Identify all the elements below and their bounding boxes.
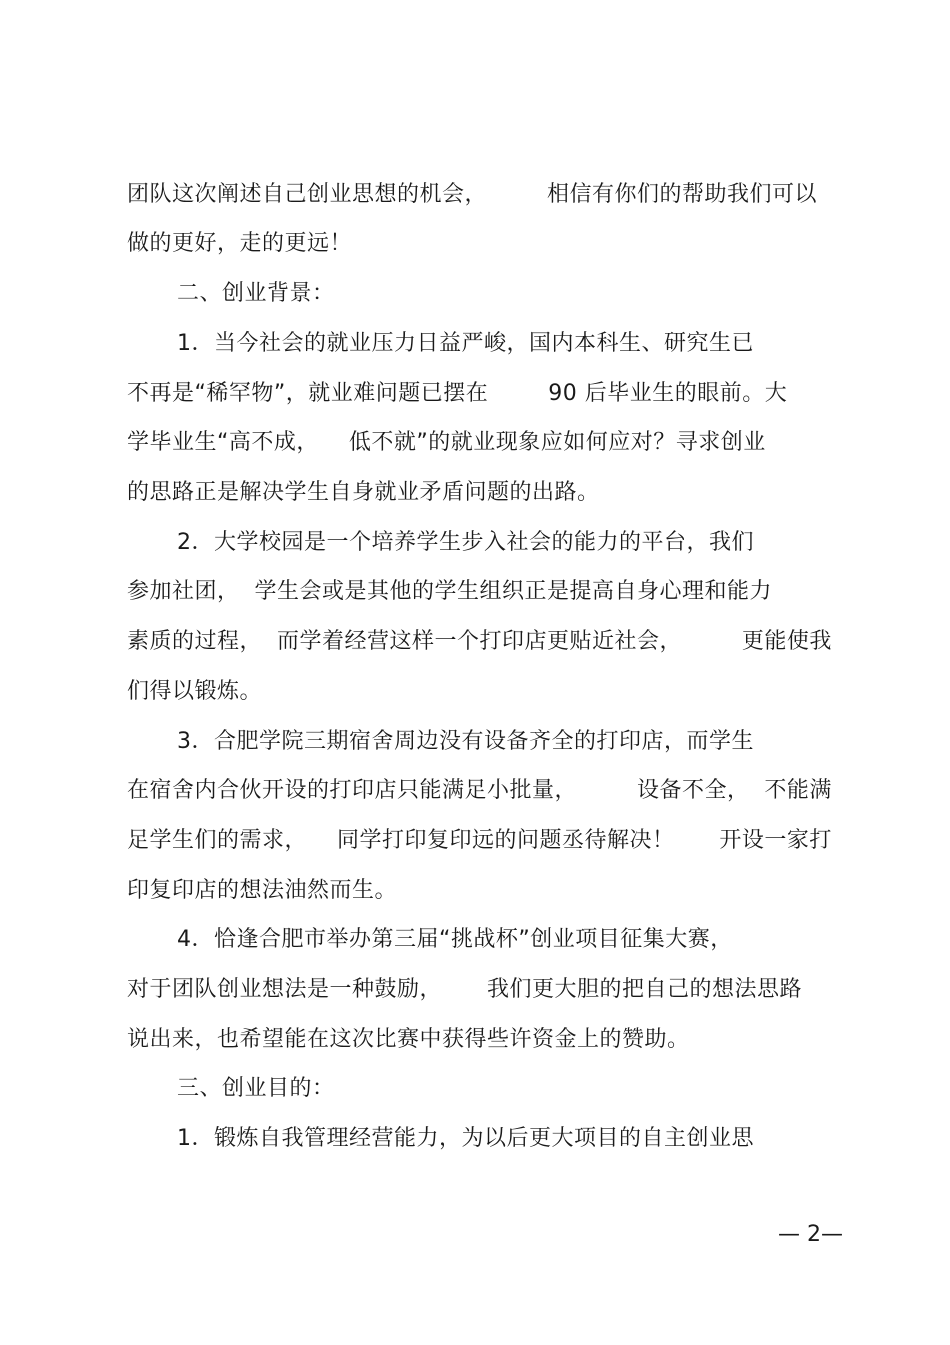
list-item-1-start: 1．锻炼自我管理经营能力，为以后更大项目的自主创业思: [177, 1126, 754, 1151]
body-text-line: 学毕业生“高不成， 低不就”的就业现象应如何应对？寻求创业: [127, 430, 766, 455]
body-text-line: 在宿舍内合伙开设的打印店只能满足小批量， 设备不全， 不能满: [127, 778, 832, 803]
list-item-4-start: 4．恰逢合肥市举办第三届“挑战杯”创业项目征集大赛，: [177, 927, 733, 952]
list-item-2-start: 2．大学校园是一个培养学生步入社会的能力的平台，我们: [177, 530, 754, 555]
body-text-line: 团队这次阐述自己创业思想的机会， 相信有你们的帮助我们可以: [127, 182, 817, 207]
section-heading: 三、创业目的：: [177, 1076, 335, 1101]
body-text-line: 对于团队创业想法是一种鼓励， 我们更大胆的把自己的想法思路: [127, 977, 802, 1002]
body-text-line: 说出来，也希望能在这次比赛中获得些许资金上的赞助。: [127, 1027, 690, 1052]
list-item-3-start: 3．合肥学院三期宿舍周边没有设备齐全的打印店，而学生: [177, 729, 754, 754]
body-text-line: 素质的过程， 而学着经营这样一个打印店更贴近社会， 更能使我: [127, 629, 832, 654]
body-text-line: 的思路正是解决学生自身就业矛盾问题的出路。: [127, 480, 600, 505]
list-item-1-start: 1．当今社会的就业压力日益严峻，国内本科生、研究生已: [177, 331, 754, 356]
section-heading: 二、创业背景：: [177, 281, 335, 306]
page-number: — 2—: [778, 1222, 843, 1247]
body-text-line: 足学生们的需求， 同学打印复印远的问题丞待解决！ 开设一家打: [127, 828, 832, 853]
body-text-line: 不再是“稀罕物”，就业难问题已摆在 90 后毕业生的眼前。大: [127, 381, 788, 406]
body-text-line: 印复印店的想法油然而生。: [127, 878, 398, 903]
body-text-line: 做的更好，走的更远！: [127, 231, 353, 256]
body-text-line: 参加社团， 学生会或是其他的学生组织正是提高自身心理和能力: [127, 579, 772, 604]
body-text-line: 们得以锻炼。: [127, 679, 263, 704]
